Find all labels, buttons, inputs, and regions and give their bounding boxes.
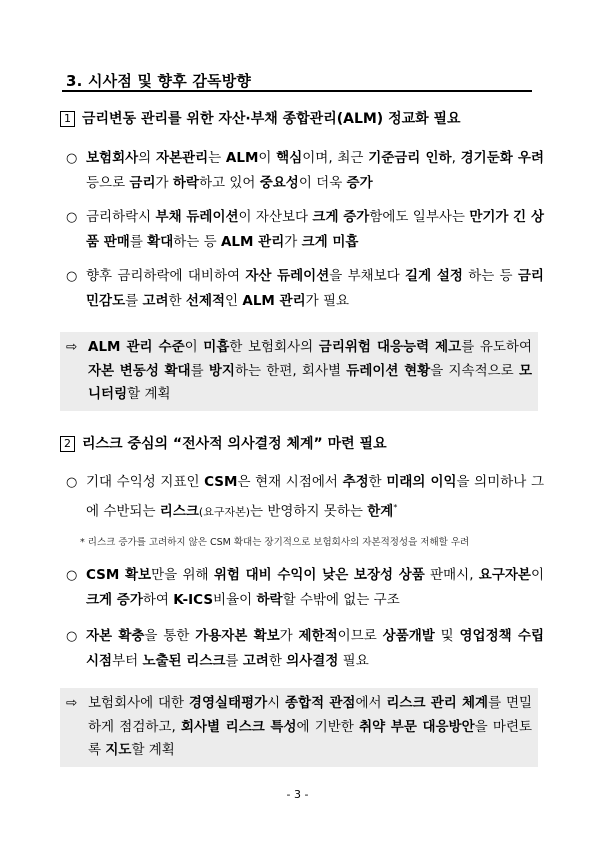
- bullet-text: [86, 146, 544, 196]
- list-item: [66, 624, 544, 674]
- bullet-text: [86, 264, 544, 314]
- emphasis-text: 위험 대비 수익이 낮은 보장성 상품: [213, 567, 425, 583]
- bullet-text: [86, 624, 544, 674]
- text-run: 한: [168, 293, 186, 309]
- text-run: 한: [268, 653, 287, 669]
- emphasis-text: 리스크: [159, 503, 199, 520]
- emphasis-text: 크게 증가: [86, 592, 143, 608]
- text-run: 가: [155, 175, 173, 191]
- emphasis-text: 보험회사: [86, 150, 139, 166]
- text-run: 을 의미하나 그에 수반되는: [86, 474, 544, 520]
- emphasis-text: 미흡: [203, 339, 230, 355]
- emphasis-text: 핵심: [276, 150, 303, 166]
- emphasis-text: 고려: [242, 653, 269, 669]
- text-run: 을 지속적으로: [430, 362, 519, 379]
- emphasis-text: 자본 변동성 확대: [88, 362, 191, 379]
- emphasis-text: 가용자본 확보: [195, 628, 280, 644]
- text-run: 하여: [142, 592, 174, 608]
- text-run: 를 면밀하게 점검하고,: [88, 695, 533, 735]
- emphasis-text: ALM 관리: [220, 234, 285, 250]
- emphasis-text: 부채 듀레이션: [155, 209, 239, 225]
- text-run: 금리하락시: [86, 209, 156, 225]
- text-run: 를 유도하여: [461, 339, 532, 355]
- text-run: 가: [284, 234, 302, 250]
- text-run: ,: [451, 150, 461, 166]
- text-run: 시: [267, 695, 286, 711]
- page-number: - 3 -: [286, 788, 309, 801]
- text-run: 을 부채보다: [329, 268, 406, 284]
- text-run: 이: [258, 150, 277, 166]
- list-item: [66, 205, 544, 255]
- text-run: 이: [530, 567, 544, 583]
- emphasis-text: 취약 부문 대응방안: [359, 718, 475, 735]
- action-plan-box: [60, 688, 538, 767]
- text-run: 할 계획: [131, 742, 175, 758]
- text-run: 을 마련토록: [88, 718, 533, 758]
- text-run: 를: [225, 653, 243, 669]
- text-run: 비율이: [213, 592, 257, 608]
- text-run: 및: [434, 628, 460, 644]
- bullet-text: [86, 205, 544, 255]
- text-run: 에 기반한: [296, 718, 360, 735]
- emphasis-text: 금리: [129, 175, 156, 191]
- bullet-circle-icon: ○: [66, 269, 78, 284]
- emphasis-text: 경영실태평가: [188, 695, 268, 711]
- bullet-circle-icon: ○: [66, 568, 78, 583]
- emphasis-text: CSM 확보: [86, 567, 152, 583]
- emphasis-text: 리스크 관리 체계: [386, 695, 489, 711]
- emphasis-text: 하락: [256, 592, 283, 608]
- text-run: 를: [190, 362, 209, 379]
- emphasis-text: 경기둔화 우려: [460, 150, 544, 166]
- text-run: 에서: [355, 695, 387, 711]
- list-item: [66, 264, 544, 314]
- subsection-heading-1: [60, 108, 461, 128]
- footnote: * 리스크 증가를 고려하지 않은 CSM 확대는 장기적으로 보험회사의 자본적정성을 저해할 우려: [80, 537, 470, 548]
- text-run: 한 보험회사의: [229, 339, 319, 355]
- text-run: 이 더욱: [298, 175, 347, 191]
- list-item: [66, 563, 544, 613]
- emphasis-text: 한계: [367, 503, 394, 520]
- emphasis-text: 금리위험 대응능력 제고: [318, 339, 462, 355]
- emphasis-text: 의사결정: [286, 653, 339, 669]
- text-run: 를: [125, 293, 143, 309]
- text-run: 만을 위해: [151, 567, 214, 583]
- list-item: [66, 146, 544, 196]
- text-run: 는: [208, 150, 226, 166]
- emphasis-text: 크게 증가: [312, 209, 370, 225]
- text-run: 은 현재 시점에서: [237, 474, 343, 490]
- text-run: 가 필요: [305, 293, 350, 309]
- subsection-number-box: 2: [60, 436, 75, 452]
- text-run: 하고 있어: [198, 175, 260, 191]
- emphasis-text: 중요성: [259, 175, 299, 191]
- text-run: 하는 한편, 회사별: [234, 362, 347, 379]
- emphasis-text: 증가: [346, 175, 373, 191]
- emphasis-text: 하락: [172, 175, 199, 191]
- text-run: 하는 등: [462, 268, 518, 284]
- emphasis-text: 자산 듀레이션: [245, 268, 330, 284]
- emphasis-text: 상품개발: [382, 628, 435, 644]
- emphasis-text: 영업정책 수립 시점: [86, 628, 544, 669]
- text-run: 이 자산보다: [238, 209, 313, 225]
- bullet-circle-icon: ○: [66, 210, 78, 225]
- text-run: 가: [279, 628, 299, 644]
- emphasis-text: CSM: [204, 474, 238, 490]
- text-run: 인: [225, 293, 243, 309]
- text-run: 한: [368, 474, 387, 490]
- emphasis-text: 금리 민감도: [86, 268, 544, 309]
- text-run: (요구자본): [198, 505, 251, 519]
- emphasis-text: 선제적: [185, 293, 226, 309]
- bullet-text: [86, 470, 544, 525]
- text-run: 필요: [338, 653, 369, 669]
- emphasis-text: 고려: [142, 293, 169, 309]
- emphasis-text: 미래의 이익: [386, 474, 457, 490]
- text-run: 이: [184, 339, 204, 355]
- emphasis-text: 모니터링: [88, 362, 532, 402]
- text-run: 는 반영하지 못하는: [250, 503, 368, 520]
- text-run: 등으로: [86, 175, 130, 191]
- emphasis-text: 기준금리 인하: [368, 150, 452, 166]
- emphasis-text: 길게 설정: [405, 268, 463, 284]
- subsection-heading-text: 리스크 중심의 “전사적 의사결정 체계” 마련 필요: [82, 436, 387, 452]
- emphasis-text: 확대: [147, 234, 174, 250]
- text-run: 보험회사에 대한: [88, 695, 189, 711]
- emphasis-text: 요구자본: [478, 567, 531, 583]
- emphasis-text: 종합적 관점: [285, 695, 356, 711]
- section-title-underline: [62, 90, 532, 92]
- text-run: 할 계획: [127, 386, 171, 402]
- emphasis-text: 자본 확충: [86, 628, 145, 644]
- emphasis-text: ALM 관리: [242, 293, 306, 309]
- action-plan-box: [60, 332, 538, 411]
- emphasis-text: 크게 미흡: [301, 234, 359, 250]
- list-item: [66, 470, 544, 525]
- subsection-number-box: 1: [60, 111, 75, 127]
- bullet-circle-icon: ○: [66, 629, 78, 644]
- text-run: 이며, 최근: [302, 150, 369, 166]
- text-run: 할 수밖에 없는 구조: [282, 592, 400, 608]
- emphasis-text: 자본관리: [155, 150, 209, 166]
- emphasis-text: 만기가 긴 상품 판매: [86, 209, 545, 250]
- text-run: 을 통한: [144, 628, 196, 644]
- text-run: 향후 금리하락에 대비하여: [86, 268, 246, 284]
- text-run: *: [393, 503, 398, 512]
- text-run: 기대 수익성 지표인: [86, 474, 205, 490]
- emphasis-text: 제한적: [298, 628, 338, 644]
- emphasis-text: 회사별 리스크 특성: [180, 718, 297, 735]
- emphasis-text: 방지: [208, 362, 235, 379]
- subsection-heading-text: 금리변동 관리를 위한 자산·부채 종합관리(ALM) 정교화 필요: [82, 111, 461, 127]
- text-run: 의: [138, 150, 156, 166]
- emphasis-text: 노출된 리스크: [142, 653, 226, 669]
- emphasis-text: ALM: [225, 150, 259, 166]
- emphasis-text: K-ICS: [173, 592, 214, 608]
- emphasis-text: 지도: [105, 742, 132, 758]
- text-run: 부터: [112, 653, 143, 669]
- text-run: 를: [129, 234, 148, 250]
- right-arrow-icon: ⇨: [66, 695, 78, 711]
- text-run: 이므로: [337, 628, 383, 644]
- section-title: 3. 시사점 및 향후 감독방향: [66, 72, 252, 90]
- text-run: 하는 등: [173, 234, 221, 250]
- text-run: 함에도 일부사는: [369, 209, 470, 225]
- bullet-text: [86, 563, 544, 613]
- emphasis-text: 추정: [342, 474, 369, 490]
- bullet-circle-icon: ○: [66, 475, 78, 490]
- emphasis-text: 듀레이션 현황: [346, 362, 431, 379]
- bullet-circle-icon: ○: [66, 151, 78, 166]
- subsection-heading-2: [60, 433, 387, 453]
- emphasis-text: ALM 관리 수준: [88, 339, 185, 355]
- action-plan-text: [88, 336, 532, 407]
- right-arrow-icon: ⇨: [66, 339, 78, 355]
- action-plan-text: [88, 692, 532, 763]
- text-run: 판매시,: [424, 567, 479, 583]
